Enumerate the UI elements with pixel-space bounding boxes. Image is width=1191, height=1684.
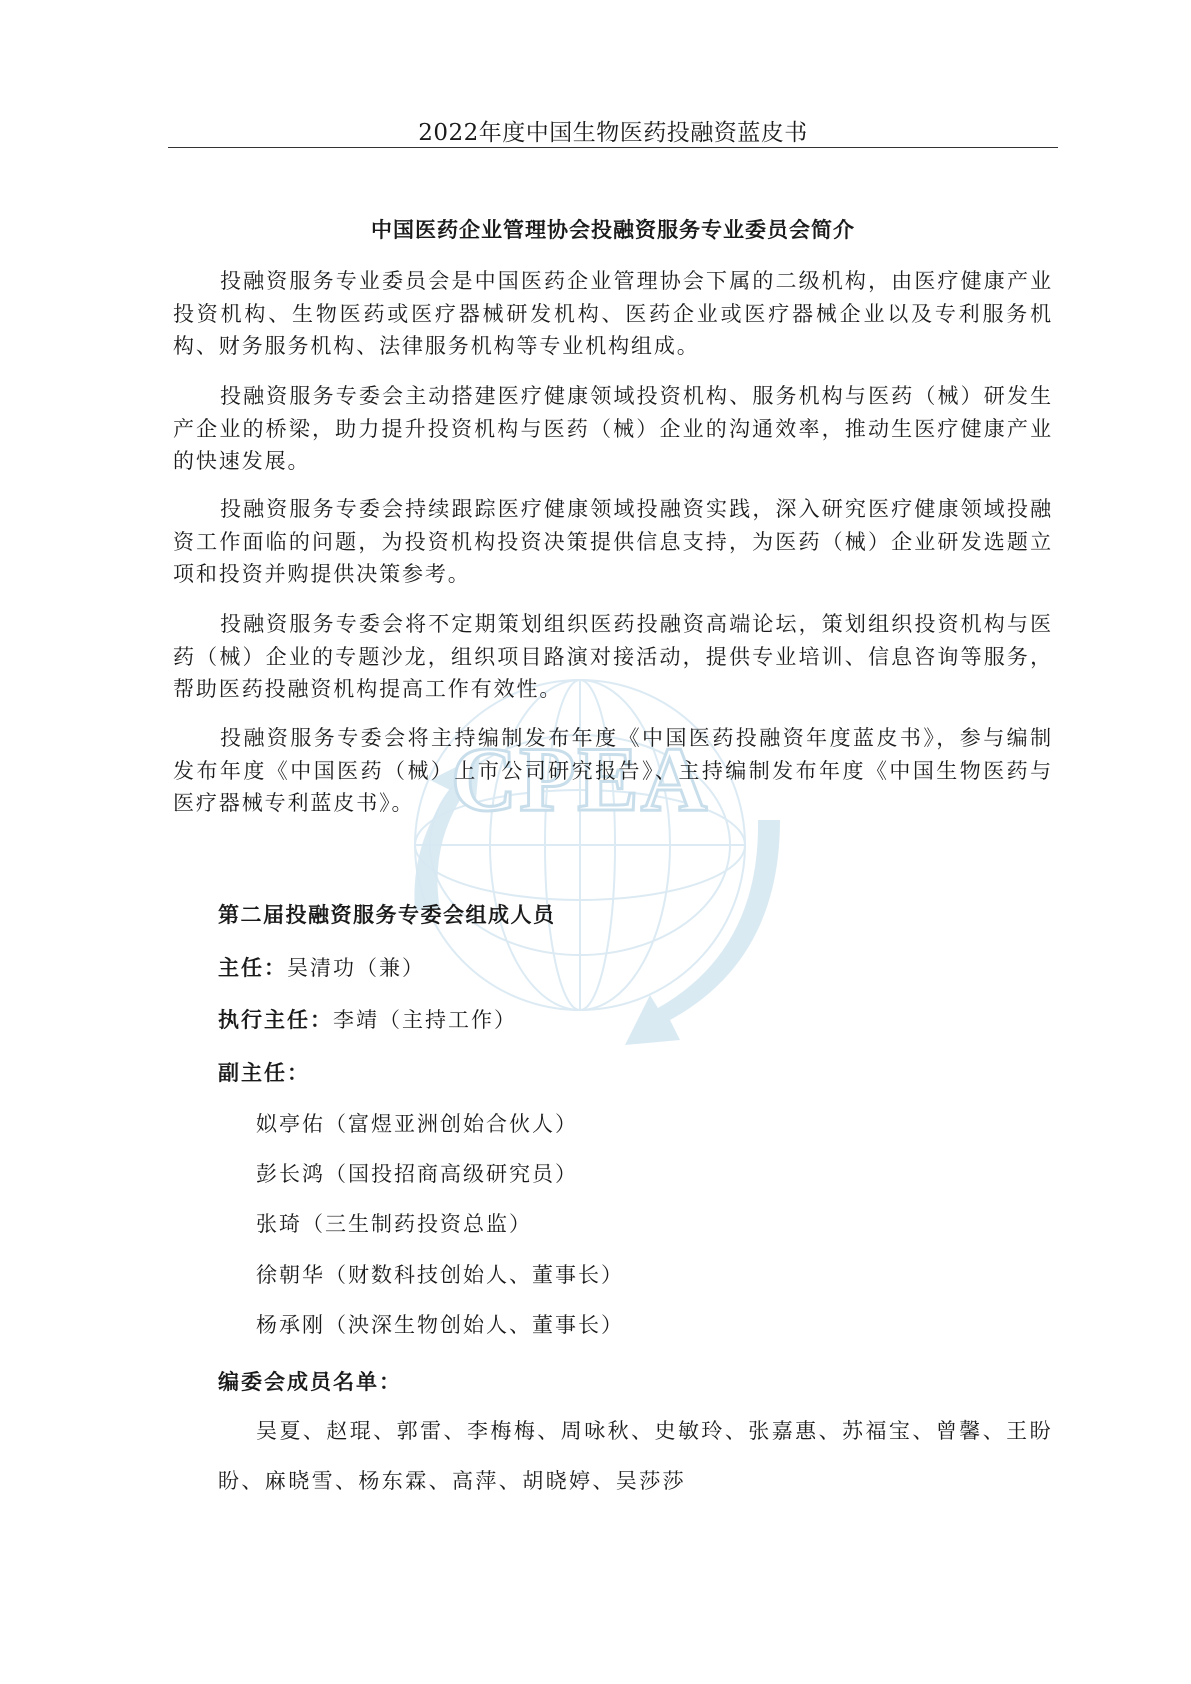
running-header: 2022年度中国生物医药投融资蓝皮书 (418, 120, 808, 146)
director-name: 吴清功（兼） (287, 956, 425, 980)
watermark-text: CPEA (450, 728, 710, 830)
deputy-director-item: 徐朝华（财数科技创始人、董事长） (256, 1263, 624, 1287)
deputy-director-item: 张琦（三生制药投资总监） (256, 1212, 532, 1236)
intro-paragraph: 投融资服务专业委员会是中国医药企业管理协会下属的二级机构，由医疗健康产业投资机构、生物医药或医疗器械研发机构、医药企业或医疗器械企业以及专利服务机构、财务服务机构、法律服务机构等专业机构组成。 (173, 269, 1053, 358)
deputy-director-item: 杨承刚（泱深生物创始人、董事长） (256, 1313, 624, 1337)
director-label: 主任： (218, 955, 287, 980)
deputy-director-item: 姒亭佑（富煜亚洲创始合伙人） (256, 1112, 578, 1136)
intro-paragraph: 投融资服务专委会持续跟踪医疗健康领域投融资实践，深入研究医疗健康领域投融资工作面临的问题，为投资机构投资决策提供信息支持，为医药（械）企业研发选题立项和投资并购提供决策参考。 (173, 497, 1053, 586)
editorial-board-label: 编委会成员名单： (218, 1369, 402, 1394)
editorial-board-members: 吴夏、赵琨、郭雷、李梅梅、周咏秋、史敏玲、张嘉惠、苏福宝、曾馨、王盼盼、麻晓雪、杨东霖、高萍、胡晓婷、吴莎莎 (218, 1419, 1053, 1493)
members-title: 第二届投融资服务专委会组成人员 (218, 902, 556, 927)
deputy-director-label: 副主任： (218, 1060, 310, 1085)
intro-paragraph: 投融资服务专委会主动搭建医疗健康领域投资机构、服务机构与医药（械）研发生产企业的桥梁，助力提升投资机构与医药（械）企业的沟通效率，推动生医疗健康产业的快速发展。 (173, 384, 1053, 473)
header-rule (168, 147, 1058, 148)
executive-director-line (218, 1004, 517, 1034)
intro-paragraph: 投融资服务专委会将不定期策划组织医药投融资高端论坛，策划组织投资机构与医药（械）企业的专题沙龙，组织项目路演对接活动，提供专业培训、信息咨询等服务，帮助医药投融资机构提高工作有效性。 (173, 612, 1053, 701)
bottom-arrow-icon (625, 820, 780, 1045)
executive-director-name: 李靖（主持工作） (333, 1008, 517, 1032)
section-title: 中国医药企业管理协会投融资服务专业委员会简介 (371, 217, 855, 242)
deputy-director-item: 彭长鸿（国投招商高级研究员） (256, 1162, 578, 1186)
executive-director-label: 执行主任： (218, 1007, 333, 1032)
intro-paragraph: 投融资服务专委会将主持编制发布年度《中国医药投融资年度蓝皮书》，参与编制发布年度《中国医药（械）上市公司研究报告》、主持编制发布年度《中国生物医药与医疗器械专利蓝皮书》。 (173, 726, 1053, 815)
director-line (218, 952, 425, 982)
